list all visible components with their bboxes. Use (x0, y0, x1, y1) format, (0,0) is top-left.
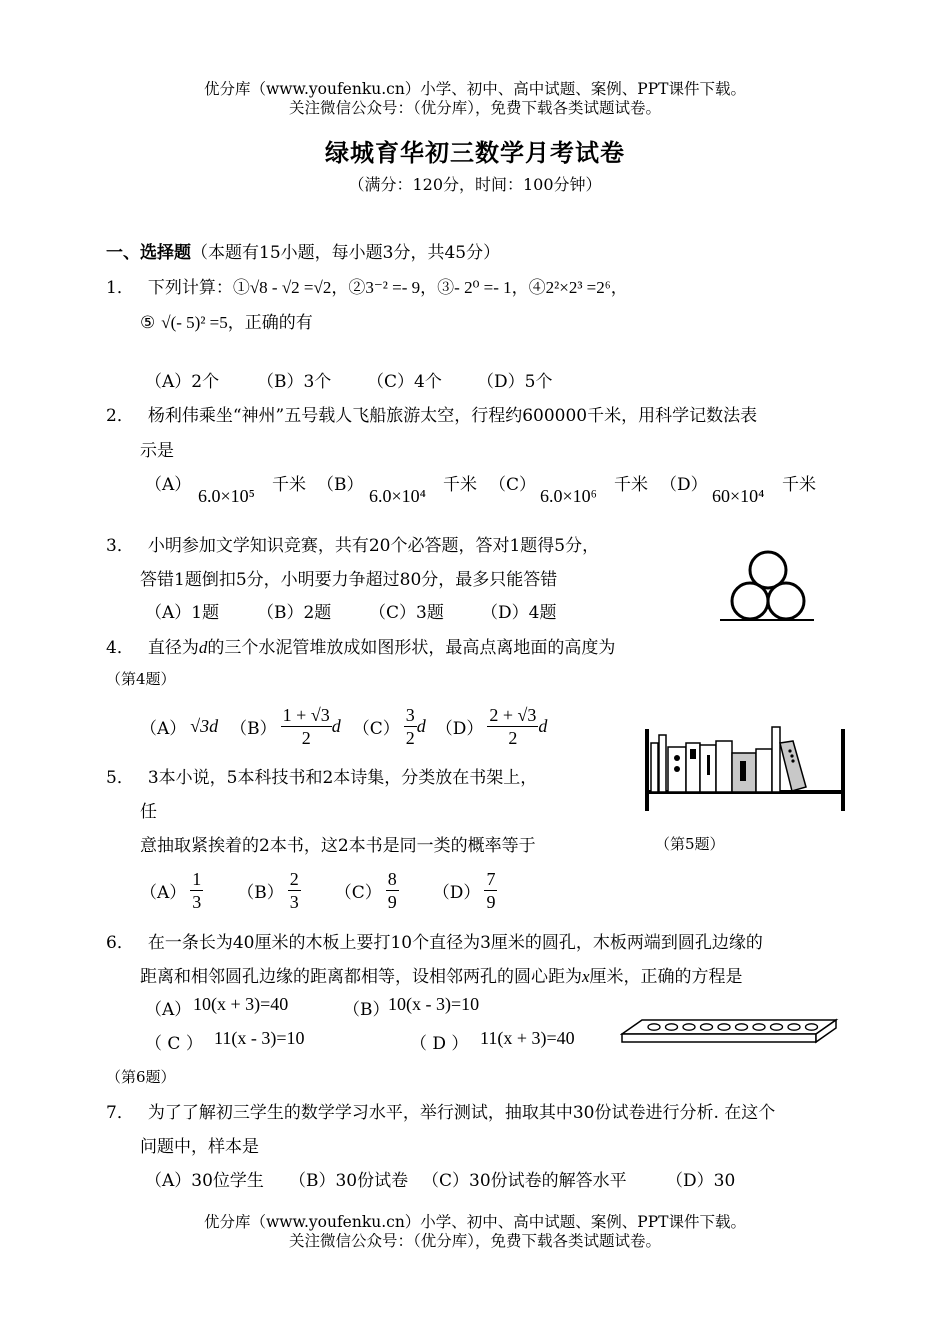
q2-label-c: （C） (489, 475, 537, 495)
q6-number: 6． (106, 933, 134, 953)
book-label (690, 749, 696, 759)
q4-d-denominator: 2 (508, 727, 518, 748)
q3-option-d: （D）4题 (481, 603, 557, 623)
q5-option-a-frac (190, 868, 203, 913)
q6-eq-a: 10(x + 3)=40 (193, 994, 289, 1014)
book-dot (674, 766, 680, 772)
section-heading (106, 238, 500, 263)
q4-caption: （第4题） (106, 670, 176, 688)
q5-b-denominator: 3 (289, 891, 299, 912)
q5-d-numerator: 7 (486, 868, 496, 889)
q2-label-d: （D） (660, 475, 708, 495)
q1-option-a: （A）2个 (145, 372, 220, 392)
q5-label-a: （A） (140, 882, 187, 903)
q1-line1 (106, 273, 628, 298)
book-dot (791, 759, 794, 762)
q2-line1 (106, 401, 757, 426)
q6-var: x (582, 967, 590, 986)
q2-unit-b: 千米 (443, 475, 477, 495)
q4-c-numerator: 3 (405, 704, 415, 725)
exam-subtitle: （满分：120分，时间：100分钟） (348, 175, 602, 194)
board-front (622, 1034, 816, 1042)
board-figure (620, 1016, 840, 1046)
q2-value-a: 6.0×10⁵ (198, 486, 255, 506)
q2-unit-d: 千米 (782, 475, 816, 495)
q6-label-b: （B） (343, 1000, 390, 1020)
q2-text1: 杨利伟乘坐“神州”五号载人飞船旅游太空，行程约600000千米，用科学记数法表 (147, 406, 758, 426)
q6-text2a: 距离和相邻圆孔边缘的距离都相等，设相邻两孔的圆心距为 (140, 967, 582, 987)
book (772, 727, 780, 792)
board-hole (683, 1024, 695, 1030)
book (659, 735, 666, 792)
q4-c-denominator: 2 (405, 727, 415, 748)
q5-c-numerator: 8 (387, 868, 397, 889)
q1-sep4: ，④ (511, 278, 546, 298)
q1-lead: 下列计算：① (147, 278, 250, 298)
q4-line1 (106, 633, 615, 658)
q3-text1: 小明参加文学知识竞赛，共有20个必答题，答对1题得5分， (147, 536, 600, 556)
q5-label-c: （C） (334, 882, 382, 903)
q5-b-numerator: 2 (289, 868, 299, 889)
q4-d-numerator: 2 + √3 (489, 704, 537, 725)
section-note: （本题有15小题，每小题3分，共45分） (191, 243, 501, 263)
q6-line2 (140, 962, 743, 987)
q6-label-c: （ C ） (145, 1034, 203, 1054)
q7-number: 7． (106, 1103, 134, 1123)
q2-value-b: 6.0×10⁴ (369, 486, 426, 506)
q6-label-a: （A） (145, 1000, 192, 1020)
q5-option-c-frac (386, 868, 399, 913)
q6-text2b: 厘米，正确的方程是 (589, 967, 743, 987)
q5-label-b: （B） (237, 882, 284, 903)
page-footer-line1: 优分库（www.youfenku.cn）小学、初中、高中试题、案例、PPT课件下载。 (203, 1213, 747, 1231)
q4-option-a-expr: √3d (190, 715, 219, 736)
q1-sep3: ，③ (420, 278, 455, 298)
page-header-line2: 关注微信公众号：（优分库），免费下载各类试题试卷。 (288, 99, 661, 117)
q4-b-denominator: 2 (301, 727, 311, 748)
q5-a-numerator: 1 (192, 868, 202, 889)
q6-eq-c: 11(x - 3)=10 (214, 1028, 305, 1048)
q5-option-d-frac (484, 868, 497, 913)
q4-var: d (198, 638, 208, 657)
pipe-left (732, 583, 768, 619)
q1-option-c: （C）4个 (367, 372, 442, 392)
q2-value-c: 6.0×10⁶ (540, 486, 597, 506)
pipe-right (768, 583, 804, 619)
q7-line1 (106, 1098, 775, 1123)
bookshelf-figure (640, 725, 850, 813)
q7-option-a: （A）30位学生 (145, 1171, 264, 1191)
q2-label-b: （B） (317, 475, 364, 495)
q1-expr2: 3⁻² =- 9 (365, 278, 421, 297)
q1-tail: ，正确的有 (227, 313, 313, 333)
q1-number: 1． (106, 278, 134, 298)
q5-a-denominator: 3 (192, 891, 202, 912)
board-hole (701, 1024, 713, 1030)
q5-number: 5． (106, 768, 134, 788)
q4-option-d-frac (487, 704, 538, 749)
q1-circle5: ⑤ (140, 313, 156, 333)
q4-number: 4． (106, 638, 134, 658)
q4-option-b-frac (281, 704, 332, 749)
board-hole (806, 1024, 818, 1030)
q5-c-denominator: 9 (387, 891, 397, 912)
q1-expr5: √(- 5)² =5 (161, 313, 228, 332)
book-label (707, 755, 710, 775)
q1-line2 (140, 308, 313, 333)
q6-caption: （第6题） (106, 1068, 176, 1086)
q5-caption: （第5题） (655, 835, 725, 853)
q5-text2: 任 (140, 802, 157, 822)
q2-unit-c: 千米 (614, 475, 648, 495)
board-hole (666, 1024, 678, 1030)
page-header-line1: 优分库（www.youfenku.cn）小学、初中、高中试题、案例、PPT课件下载。 (203, 80, 747, 98)
q4-b-numerator: 1 + √3 (282, 704, 330, 725)
q1-sep2: ，② (331, 278, 366, 298)
q5-text3: 意抽取紧挨着的2本书，这2本书是同一类的概率等于 (140, 836, 536, 856)
q7-option-b: （B）30份试卷 (289, 1171, 409, 1191)
q4-options (140, 700, 547, 752)
q3-option-a: （A）1题 (145, 603, 220, 623)
pipes-figure (718, 548, 818, 628)
q1-expr3: - 2⁰ =- 1 (454, 278, 512, 297)
q4-label-c: （C） (352, 718, 400, 739)
exam-title: 绿城育华初三数学月考试卷 (325, 138, 625, 167)
q2-text2: 示是 (140, 441, 174, 461)
q3-text2: 答错1题倒扣5分，小明要力争超过80分，最多只能答错 (140, 570, 558, 590)
q3-line1 (106, 531, 599, 556)
q4-d-var: d (538, 715, 548, 736)
q6-eq-b: 10(x - 3)=10 (388, 994, 480, 1014)
q1-sep5: ， (610, 278, 628, 298)
board-hole (788, 1024, 800, 1030)
book-dot (674, 755, 680, 761)
q1-expr4: 2²×2³ =2⁶ (545, 278, 611, 297)
q4-label-b: （B） (230, 718, 277, 739)
book-dot (788, 749, 791, 752)
book-label (740, 761, 746, 781)
q5-d-denominator: 9 (486, 891, 496, 912)
q5-options (140, 865, 497, 915)
q3-option-c: （C）3题 (369, 603, 444, 623)
q7-text1: 为了了解初三学生的数学学习水平，举行测试，抽取其中30份试卷进行分析. 在这个 (147, 1103, 776, 1123)
q4-text-b: 的三个水泥管堆放成如图形状，最高点离地面的高度为 (207, 638, 616, 658)
q4-label-d: （D） (435, 718, 484, 739)
q4-option-c-frac (404, 704, 417, 749)
q5-line1 (106, 763, 537, 788)
page-footer-line2: 关注微信公众号：（优分库），免费下载各类试题试卷。 (288, 1232, 661, 1250)
board-hole (753, 1024, 765, 1030)
q4-b-var: d (331, 715, 341, 736)
q6-line1 (106, 928, 763, 953)
q7-text2: 问题中，样本是 (140, 1137, 259, 1157)
q1-option-d: （D）5个 (477, 372, 553, 392)
book (651, 743, 658, 792)
q1-expr1: √8 - √2 =√2 (249, 278, 332, 297)
q4-text-a: 直径为 (147, 638, 199, 658)
q5-option-b-frac (288, 868, 301, 913)
book (716, 741, 732, 792)
book (756, 749, 772, 792)
book-dot (790, 754, 793, 757)
q2-unit-a: 千米 (272, 475, 306, 495)
q2-label-a: （A） (145, 475, 192, 495)
q6-text1: 在一条长为40厘米的木板上要打10个直径为3厘米的圆孔，木板两端到圆孔边缘的 (147, 933, 763, 953)
board-hole (648, 1024, 660, 1030)
q5-text1: 3本小说，5本科技书和2本诗集，分类放在书架上， (147, 768, 538, 788)
q2-number: 2． (106, 406, 134, 426)
board-hole (771, 1024, 783, 1030)
q6-eq-d: 11(x + 3)=40 (480, 1028, 575, 1048)
section-title: 一、选择题 (106, 243, 191, 263)
q1-option-b: （B）3个 (257, 372, 332, 392)
q5-label-d: （D） (432, 882, 481, 903)
q7-option-d: （D）30 (666, 1171, 736, 1191)
board-hole (736, 1024, 748, 1030)
q3-number: 3． (106, 536, 134, 556)
q3-option-b: （B）2题 (257, 603, 332, 623)
q6-label-d: （ D ） (410, 1034, 469, 1054)
q7-option-c: （C）30份试卷的解答水平 (422, 1171, 627, 1191)
leaning-book (780, 741, 806, 791)
board-hole (718, 1024, 730, 1030)
q2-value-d: 60×10⁴ (712, 486, 765, 506)
q4-c-var: d (416, 715, 426, 736)
q4-label-a: （A） (140, 718, 187, 739)
